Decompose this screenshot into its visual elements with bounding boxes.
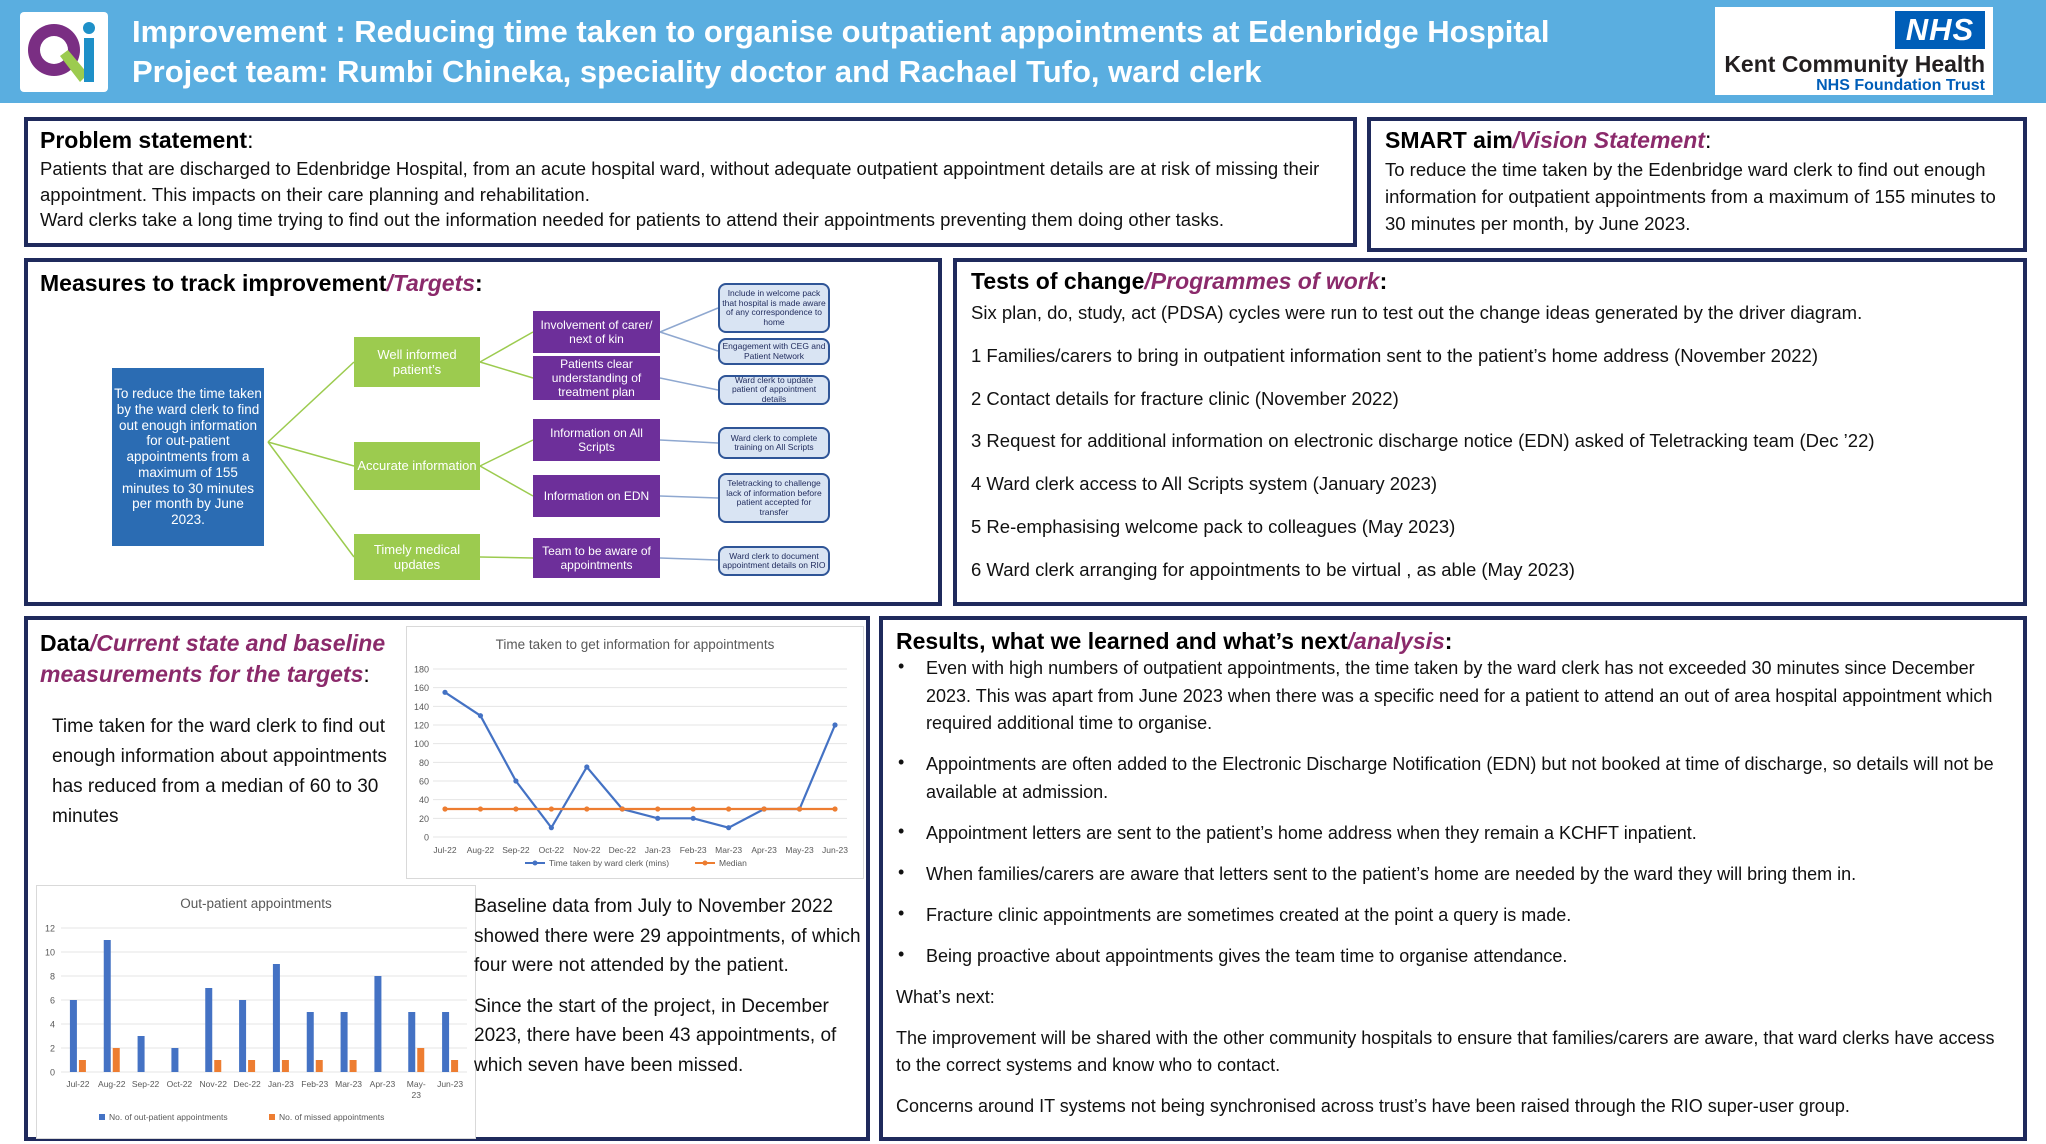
line-series-1-point [726, 825, 731, 830]
line-chart-ytick: 20 [418, 813, 429, 824]
problem-paragraph-1: Patients that are discharged to Edenbridge Hospital, from an acute hospital ward, without adequate outpatient appointment details are at risk of missing their appointment. This impacts on their care planning and rehabilitation. [40, 158, 1320, 205]
bar-series-1-bar [341, 1012, 348, 1072]
bar-chart-xtick: Dec-22 [233, 1079, 261, 1089]
results-panel [879, 616, 2027, 1141]
tests-intro: Six plan, do, study, act (PDSA) cycles were run to test out the change ideas generated by the driver diagram. [971, 302, 1863, 323]
change-idea-6: Ward clerk to document appointment details on RIO [718, 546, 830, 576]
bar-chart-ytick: 4 [49, 1019, 55, 1030]
data-title-suffix: : [363, 661, 370, 687]
problem-title-suffix: : [247, 127, 254, 153]
line-chart-xtick: Dec-22 [608, 845, 636, 855]
measures-title-suffix: : [475, 270, 483, 296]
legend-label-median: Median [719, 858, 747, 868]
smart-title-accent: /Vision Statement [1512, 127, 1705, 153]
driver-aim-box: To reduce the time taken by the ward clerk to find out enough information for out-patient appointments from a maximum of 155 minutes to 30 minutes per month by June 2023. [112, 368, 264, 546]
line-series-2-point [549, 806, 554, 811]
bar-series-1-bar [70, 1000, 77, 1072]
line-series-1-point [513, 778, 518, 783]
line-chart-xtick: Aug-22 [466, 845, 495, 855]
secondary-driver-4: Information on EDN [533, 475, 660, 517]
page-title [132, 12, 1550, 92]
line-chart-ytick: 0 [423, 832, 429, 843]
line-chart-xtick: Nov-22 [573, 845, 601, 855]
test-item-3: 3 Request for additional information on electronic discharge notice (EDN) asked of Teletracking team (Dec ’22) [971, 430, 1875, 452]
line-chart-ytick: 100 [413, 739, 429, 750]
line-chart-xtick: Jun-23 [822, 845, 848, 855]
measures-panel [24, 258, 942, 606]
data-panel [24, 616, 870, 1141]
bar-chart-ytick: 8 [49, 971, 55, 982]
bar-chart-xtick: Feb-23 [301, 1079, 329, 1089]
measures-title-accent: /Targets [386, 270, 476, 296]
bar-series-2-bar [350, 1060, 357, 1072]
bar-chart-ytick: 0 [49, 1067, 55, 1078]
change-idea-1: Include in welcome pack that hospital is made aware of any correspondence to home [718, 283, 830, 333]
bar-chart-xtick: Nov-22 [199, 1079, 227, 1089]
line-series-2-point [797, 806, 802, 811]
bar-series-2-bar [113, 1048, 120, 1072]
line-series-1-point [549, 825, 554, 830]
legend-label-appointments: No. of out-patient appointments [109, 1112, 228, 1122]
bar-chart-ytick: 6 [49, 995, 55, 1006]
bar-series-1-bar [104, 940, 111, 1072]
tests-title [971, 268, 2009, 295]
line-series-2-point [584, 806, 589, 811]
problem-statement-panel [24, 117, 1357, 247]
smart-title-suffix: : [1704, 127, 1712, 153]
legend-swatch-missed [269, 1114, 275, 1120]
line-chart-ytick: 120 [413, 720, 429, 731]
smart-aim-text: To reduce the time taken by the Edenbridge ward clerk to find out enough information for outpatient appointments from a maximum of 155 minutes to 30 minutes per month, by June 2023. [1385, 159, 1996, 234]
secondary-driver-3: Information on All Scripts [533, 419, 660, 461]
bar-series-1-bar [171, 1048, 178, 1072]
baseline-paragraph-2: Since the start of the project, in December 2023, there have been 43 appointments, of which seven have been missed. [474, 995, 837, 1076]
line-chart-xtick: Jul-22 [433, 845, 457, 855]
line-chart-ytick: 40 [418, 795, 429, 806]
line-series-1-point [691, 816, 696, 821]
result-bullet-1: • Even with high numbers of outpatient appointments, the time taken by the ward clerk has not exceeded 30 minutes since December 2023. This was apart from June 2023 when there was a specific need for a patient to attend an out of area hospital appointment which required additional time to organise. [896, 655, 2010, 738]
data-title-accent-1: /Current state and baseline [89, 630, 386, 656]
results-bullets [896, 655, 2010, 970]
tests-list [971, 301, 2009, 582]
test-item-2: 2 Contact details for fracture clinic (November 2022) [971, 387, 1399, 409]
line-chart-ytick: 140 [413, 701, 429, 712]
secondary-driver-5: Team to be aware of appointments [533, 538, 660, 578]
line-chart-title: Time taken to get information for appointments [495, 637, 775, 652]
primary-driver-2: Accurate information [354, 442, 480, 490]
line-series-1-point [655, 816, 660, 821]
bar-chart-title: Out-patient appointments [180, 896, 332, 911]
line-series-2-point [620, 806, 625, 811]
bar-chart-ytick: 12 [44, 923, 55, 934]
bar-series-2-bar [282, 1060, 289, 1072]
test-item-1: 1 Families/carers to bring in outpatient information sent to the patient’s home address (November 2022) [971, 344, 1818, 366]
line-series-2-point [761, 806, 766, 811]
bar-series-1-bar [138, 1036, 145, 1072]
trust-name: Kent Community Health [1724, 51, 1985, 77]
smart-title [1385, 127, 2009, 154]
whats-next-paragraph-2: Concerns around IT systems not being synchronised across trust’s have been raised through the RIO super-user group. [896, 1096, 1850, 1116]
bar-chart-frame [36, 885, 476, 1139]
line-chart-frame [406, 626, 864, 879]
line-series-2-point [655, 806, 660, 811]
tests-title-accent: /Programmes of work [1144, 268, 1380, 294]
line-chart [407, 627, 863, 878]
bar-chart-xtick: Aug-22 [98, 1079, 126, 1089]
data-title-text: Data [40, 630, 90, 656]
nhs-trust-logo [1715, 7, 1993, 95]
line-chart-ytick: 60 [418, 776, 429, 787]
line-chart-xtick: Feb-23 [679, 845, 707, 855]
bar-series-2-bar [451, 1060, 458, 1072]
bar-chart-ytick: 2 [49, 1043, 55, 1054]
bar-series-2-bar [214, 1060, 221, 1072]
result-bullet-4: • When families/carers are aware that letters sent to the patient’s home are needed by the ward they will bring them in. [896, 861, 2010, 889]
bar-series-2-bar [248, 1060, 255, 1072]
bar-chart [37, 886, 475, 1138]
problem-paragraph-2: Ward clerks take a long time trying to find out the information needed for patients to attend their appointments preventing them doing other tasks. [40, 209, 1224, 230]
change-idea-2: Engagement with CEG and Patient Network [718, 338, 830, 365]
test-item-5: 5 Re-emphasising welcome pack to colleagues (May 2023) [971, 515, 1456, 537]
line-series-1-point [832, 722, 837, 727]
result-bullet-5: • Fracture clinic appointments are sometimes created at the point a query is made. [896, 902, 2010, 930]
bar-chart-xtick: May- [406, 1079, 426, 1089]
whats-next-paragraph-1: The improvement will be shared with the other community hospitals to ensure that families/carers are aware, that ward clerks have access to the correct systems and know who to contact. [896, 1027, 1995, 1075]
whats-next-label: What’s next: [896, 986, 995, 1007]
qi-logo-text: Qi [20, 0, 36, 16]
legend-label-time-taken: Time taken by ward clerk (mins) [549, 858, 670, 868]
results-title-accent: /analysis [1347, 628, 1445, 654]
secondary-driver-1: Involvement of carer/ next of kin [533, 311, 660, 353]
test-item-6: 6 Ward clerk arranging for appointments to be virtual , as able (May 2023) [971, 558, 1575, 580]
bar-series-1-bar [205, 988, 212, 1072]
bar-chart-xtick: 23 [411, 1090, 421, 1100]
tests-title-text: Tests of change [971, 268, 1145, 294]
line-series-2-point [832, 806, 837, 811]
results-title [896, 628, 2010, 655]
line-chart-xtick: Oct-22 [538, 845, 565, 855]
trust-subtitle: NHS Foundation Trust [1816, 77, 1985, 94]
smart-title-text: SMART aim [1385, 127, 1513, 153]
bar-chart-ytick: 10 [44, 947, 55, 958]
bar-chart-xtick: Jan-23 [267, 1079, 294, 1089]
bar-chart-xtick: Oct-22 [166, 1079, 193, 1089]
legend-swatch-appointments [99, 1114, 105, 1120]
test-item-4: 4 Ward clerk access to All Scripts system (January 2023) [971, 473, 1438, 495]
bar-chart-xtick: Sep-22 [131, 1079, 160, 1089]
problem-title [40, 127, 1341, 154]
line-chart-ytick: 180 [413, 664, 429, 675]
legend-label-missed: No. of missed appointments [279, 1112, 385, 1122]
line-chart-xtick: Apr-23 [751, 845, 777, 855]
legend-marker-time-taken [533, 861, 538, 866]
nhs-mark: NHS [1895, 11, 1985, 49]
primary-driver-3: Timely medical updates [354, 534, 480, 580]
title-line-1: Improvement : Reducing time taken to organise outpatient appointments at Edenbridge Hospital [132, 14, 1550, 49]
line-chart-xtick: Sep-22 [502, 845, 530, 855]
line-chart-xtick: May-23 [785, 845, 814, 855]
results-title-text: Results, what we learned and what’s next [896, 628, 1348, 654]
bar-chart-xtick: Jun-23 [437, 1079, 464, 1089]
bar-chart-xtick: Mar-23 [335, 1079, 363, 1089]
bar-chart-xtick: Jul-22 [66, 1079, 90, 1089]
tests-title-suffix: : [1379, 268, 1388, 294]
change-idea-5: Teletracking to challenge lack of information before patient accepted for transfer [718, 473, 830, 523]
primary-driver-1: Well informed patient’s [354, 337, 480, 387]
median-summary-text: Time taken for the ward clerk to find out enough information about appointments has reduced from a median of 60 to 30 minutes [52, 716, 387, 827]
measures-title-text: Measures to track improvement [40, 270, 387, 296]
bar-series-2-bar [417, 1048, 424, 1072]
line-series-1-point [584, 764, 589, 769]
line-series-2-point [726, 806, 731, 811]
bar-series-1-bar [307, 1012, 314, 1072]
bar-series-2-bar [316, 1060, 323, 1072]
bar-chart-xtick: Apr-23 [369, 1079, 396, 1089]
bar-series-1-bar [442, 1012, 449, 1072]
line-series-1-point [442, 690, 447, 695]
tests-of-change-panel [953, 258, 2027, 606]
line-chart-ytick: 160 [413, 683, 429, 694]
title-line-2: Project team: Rumbi Chineka, speciality doctor and Rachael Tufo, ward clerk [132, 54, 1262, 89]
change-idea-3: Ward clerk to update patient of appointment details [718, 375, 830, 405]
result-bullet-3: • Appointment letters are sent to the patient’s home address when they remain a KCHFT inpatient. [896, 820, 2010, 848]
result-bullet-2: • Appointments are often added to the Electronic Discharge Notification (EDN) but not booked at time of discharge, so details will not be available at admission. [896, 751, 2010, 806]
results-title-suffix: : [1444, 628, 1453, 654]
data-title-accent-2: measurements for the targets [40, 661, 364, 687]
change-idea-4: Ward clerk to complete training on All Scripts [718, 427, 830, 459]
header-banner [0, 0, 2046, 103]
result-bullet-6: • Being proactive about appointments gives the team time to organise attendance. [896, 943, 2010, 971]
bar-series-1-bar [239, 1000, 246, 1072]
legend-marker-median [703, 861, 708, 866]
line-series-2-point [513, 806, 518, 811]
line-series-2-point [691, 806, 696, 811]
problem-title-text: Problem statement [40, 127, 248, 153]
bar-series-2-bar [79, 1060, 86, 1072]
line-chart-xtick: Jan-23 [644, 845, 671, 855]
line-series-1 [445, 692, 835, 827]
secondary-driver-2: Patients clear understanding of treatment plan [533, 356, 660, 400]
bar-series-1-bar [273, 964, 280, 1072]
line-chart-ytick: 80 [418, 757, 429, 768]
baseline-paragraph-1: Baseline data from July to November 2022 showed there were 29 appointments, of which four were not attended by the patient. [474, 896, 861, 976]
line-series-2-point [478, 806, 483, 811]
line-chart-xtick: Mar-23 [715, 845, 743, 855]
data-title [40, 628, 385, 690]
line-series-1-point [478, 713, 483, 718]
smart-aim-panel [1367, 117, 2027, 252]
line-series-2-point [442, 806, 447, 811]
bar-series-1-bar [408, 1012, 415, 1072]
baseline-text-block [474, 892, 866, 1080]
bar-series-1-bar [374, 976, 381, 1072]
qi-logo [20, 0, 108, 92]
